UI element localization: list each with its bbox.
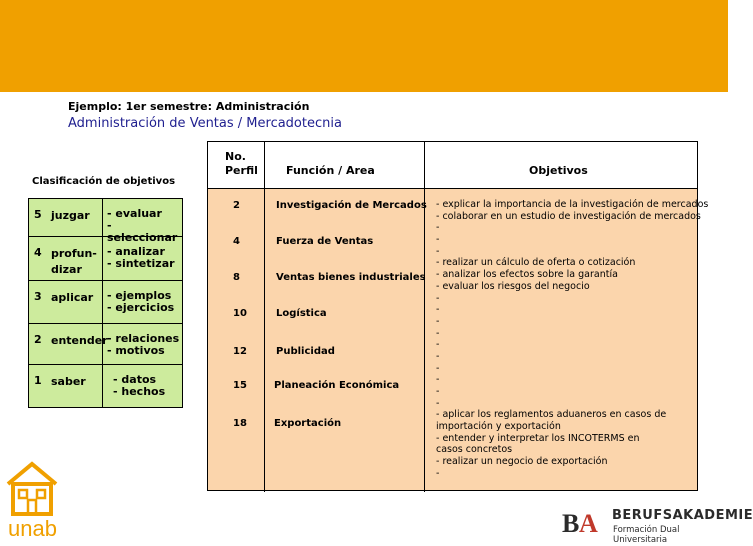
funcion-name: Planeación Económica: [274, 380, 400, 391]
ba-logo-icon: [562, 508, 602, 536]
ba-name: BERUFSAKADEMIE: [612, 508, 753, 523]
clasificacion-row: [29, 199, 182, 244]
level-item: - analizar: [107, 245, 165, 258]
objetivo-line: -: [436, 304, 440, 316]
funcion-name: Fuerza de Ventas: [276, 236, 374, 247]
objetivo-line: -: [436, 315, 440, 327]
perfil-number: 15: [233, 380, 247, 391]
objetivo-line: - evaluar los riesgos del negocio: [436, 280, 590, 292]
perfil-table: [207, 141, 709, 491]
svg-text:A: A: [579, 509, 598, 538]
perfil-number: 8: [233, 272, 240, 283]
objetivo-line: - entender y interpretar los INCOTERMS en: [436, 432, 640, 444]
header-perfil: No. Perfil: [225, 150, 258, 177]
level-number: 5: [34, 208, 42, 221]
clasificacion-label: Clasificación de objetivos: [32, 176, 176, 187]
objetivo-line: -: [436, 350, 440, 362]
objetivo-line: -: [436, 245, 440, 257]
ba-subtitle: Formación Dual Universitaria: [613, 525, 680, 545]
objetivo-line: - analizar los efectos sobre la garantía: [436, 269, 618, 281]
objetivo-line: -: [436, 222, 440, 234]
level-verb: profun- dizar: [51, 247, 97, 276]
objetivo-line: -: [436, 339, 440, 351]
perfil-number: 4: [233, 236, 240, 247]
funcion-name: Logística: [276, 308, 327, 319]
level-item: - relaciones: [107, 332, 180, 345]
perfil-number: 18: [233, 418, 247, 429]
perfil-number: 10: [233, 308, 247, 319]
objetivo-line: -: [436, 386, 440, 397]
level-number: 4: [34, 246, 42, 259]
objetivo-line: - explicar la importancia de la investigación de mercados: [436, 199, 709, 210]
objetivo-line: - realizar un negocio de exportación: [436, 456, 608, 468]
objetivos-list: [436, 199, 708, 480]
clasificacion-row: [29, 324, 182, 365]
objetivo-line: -: [436, 397, 440, 409]
level-item: - hechos: [113, 385, 166, 398]
level-number: 3: [34, 290, 42, 303]
objetivo-line: - realizar un cálculo de oferta o cotización: [436, 257, 636, 269]
unab-logo-text: unab: [8, 516, 57, 541]
level-item: - datos: [113, 373, 157, 386]
level-verb: saber: [51, 375, 86, 388]
level-number: 1: [34, 374, 42, 387]
slide-subtitle: Administración de Ventas / Mercadotecnia: [68, 116, 342, 131]
clasificacion-table: [28, 198, 183, 408]
level-item: - ejemplos: [107, 289, 172, 302]
objetivo-line: importación y exportación: [436, 421, 561, 433]
level-item: - motivos: [107, 344, 165, 357]
header-band: [0, 0, 728, 92]
perfil-number: 2: [233, 200, 240, 211]
clasificacion-row: [29, 365, 182, 407]
objetivo-line: casos concretos: [436, 444, 513, 456]
level-verb: aplicar: [51, 291, 94, 304]
funcion-name: Investigación de Mercados: [276, 200, 427, 211]
clasificacion-row: [29, 281, 182, 324]
level-item: - sintetizar: [107, 257, 175, 270]
table-header: [208, 142, 697, 189]
objetivo-line: -: [436, 327, 440, 339]
level-item: - seleccionar: [107, 219, 178, 244]
header-objetivos: Objetivos: [529, 164, 588, 177]
funcion-name: Exportación: [274, 418, 342, 429]
level-item: - ejercicios: [107, 301, 175, 314]
level-verb: juzgar: [51, 209, 90, 222]
objetivo-line: -: [436, 292, 440, 304]
funcion-name: Publicidad: [276, 346, 335, 357]
svg-text:B: B: [562, 509, 580, 538]
level-number: 2: [34, 333, 42, 346]
objetivo-line: -: [436, 467, 440, 479]
slide-title: Ejemplo: 1er semestre: Administración: [68, 100, 310, 113]
clasificacion-row: [29, 237, 182, 281]
objetivo-line: -: [436, 374, 440, 386]
objetivo-line: - colaborar en un estudio de investigación de mercados: [436, 210, 701, 222]
header-funcion: Función / Area: [286, 164, 375, 177]
objetivo-line: -: [436, 362, 440, 374]
level-item: - evaluar: [107, 207, 162, 220]
perfil-number: 12: [233, 346, 247, 357]
objetivo-line: - aplicar los reglamentos aduaneros en casos de: [436, 409, 667, 421]
objetivo-line: -: [436, 234, 440, 246]
level-verb: entender: [51, 334, 108, 347]
funcion-name: Ventas bienes industriales: [276, 272, 426, 283]
